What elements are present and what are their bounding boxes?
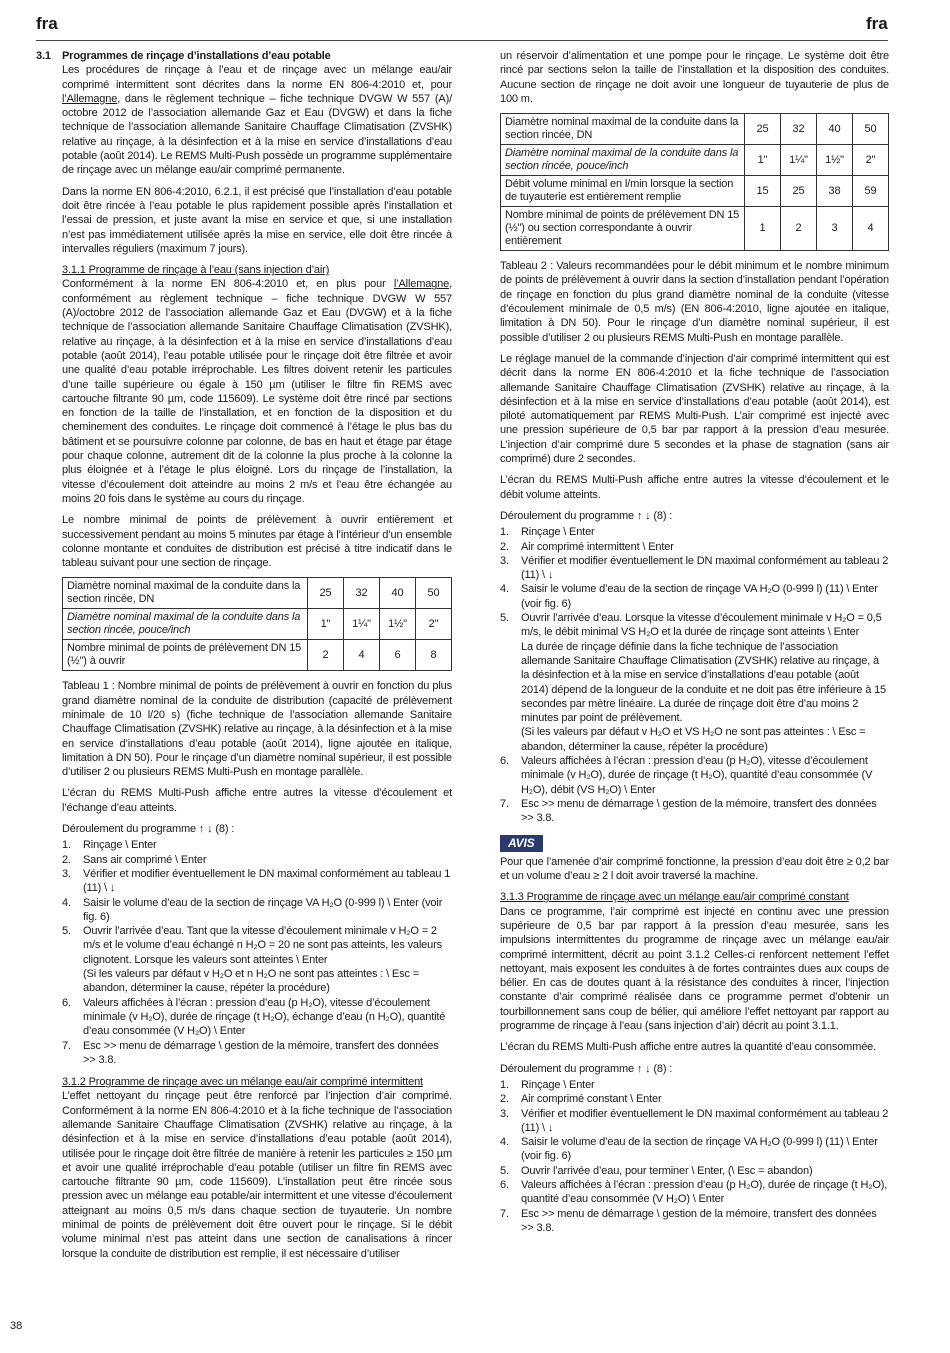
table-row xyxy=(501,114,889,145)
table-cell: 1½" xyxy=(380,609,416,640)
left-column xyxy=(36,49,452,1268)
table-cell: 40 xyxy=(380,578,416,609)
table-cell: 59 xyxy=(853,176,889,207)
table-cell: 40 xyxy=(817,114,853,145)
list-item xyxy=(62,1039,452,1068)
list-item-number: 7. xyxy=(62,1039,71,1052)
list-item-number: 5. xyxy=(500,612,509,625)
list-item xyxy=(62,996,452,1039)
s311-text-underlined: l’Allemagne xyxy=(393,278,450,291)
display-note-1: L’écran du REMS Multi-Push affiche entre autres la vitesse d’écoulement et l’échange d’eau atteints. xyxy=(62,787,452,814)
header-rule xyxy=(36,40,888,41)
s311-text-a: Conformément à la norme EN 806-4:2010 et, en plus pour xyxy=(62,278,394,291)
list-item-text: Esc >> menu de démarrage \ gestion de la mémoire, transfert des données >> 3.8. xyxy=(521,797,877,825)
list-item-number: 7. xyxy=(500,797,509,810)
subsection-311-paragraph-2: Le nombre minimal de points de prélèvement à ouvrir entièrement et successivement pendant au moins 5 minutes par étage à l’intérieur d’un ensemble colonne montante et conduites de distribution est précisé à titre indicatif dans le tableau suivant pour une section de rinçage. xyxy=(62,514,452,570)
table-cell: 1¼" xyxy=(781,145,817,176)
table-cell: 3 xyxy=(817,207,853,251)
list-item-number: 6. xyxy=(500,754,509,767)
table-cell: 1¼" xyxy=(344,609,380,640)
table-cell: 25 xyxy=(781,176,817,207)
table-2 xyxy=(500,113,889,251)
list-item xyxy=(500,582,889,611)
table-cell: 50 xyxy=(416,578,452,609)
intro-text-a: Les procédures de rinçage à l’eau et de rinçage avec un mélange eau/air comprimé intermittent sont décrites dans la norme EN 806-4:2010 et, pour xyxy=(62,64,452,91)
intro-text-underlined: l’Allemagne xyxy=(62,92,118,105)
list-item-text: Vérifier et modifier éventuellement le DN maximal conformément au tableau 2 (11) \ ↓ xyxy=(521,554,889,582)
list-item-text: Rinçage \ Enter xyxy=(521,526,595,539)
list-item-text: Vérifier et modifier éventuellement le DN maximal conformément au tableau 1 (11) \ ↓ xyxy=(83,867,451,895)
table-row-label: Débit volume minimal en l/min lorsque la section de tuyauterie est entièrement remplie xyxy=(501,176,745,207)
list-item-number: 3. xyxy=(500,554,509,567)
list-item-number: 1. xyxy=(62,839,71,852)
list-item-number: 1. xyxy=(500,526,509,539)
table-cell: 4 xyxy=(344,640,380,671)
table-row xyxy=(63,609,452,640)
list-item-number: 5. xyxy=(500,1164,509,1177)
table-row xyxy=(63,578,452,609)
table-1-caption: Tableau 1 : Nombre minimal de points de prélèvement à ouvrir en fonction du plus grand diamètre nominal de la conduite de distribution (capacité de prélèvement minimale de 10 l/20 s) (fiche technique de l’association allemande Sanitaire Chauffage Climatisation (ZVSHK) relative au rinçage, à la désinfection et à la mise en service d’installations d’eau potable (août 2014), ligne ajoutée en italique, limitation à DN 50). Pour le rinçage d’un diamètre nominal supérieur, il est possible d’utiliser 2 ou plusieurs REMS Multi-Push en montage parallèle. xyxy=(62,680,452,779)
subsection-312-paragraph: L’effet nettoyant du rinçage peut être renforcé par l’injection d’air comprimé. Conformément à la norme EN 806-4:2010 et à la fiche technique de l’association allemande Sanitaire Chauffage Climatisation (ZVSHK) relative au rinçage, à la désinfection et à la mise en service d’installations d’eau potable (août 2014), utilisée pour le rinçage doit être filtrée de manière à retenir les particules ≥ 150 µm et avoir une qualité irréprochable d’eau potable (utiliser un filtre fin REMS avec cartouche filtrante 90 µm, code 115609). L’installation peut être rincée sous pression avec un mélange eau potable/air intermittent et une vitesse d’écoulement atteignant au moins 0,5 m/s dans chaque section de tuyauterie. Un nombre minimal de points de prélèvement doit être ouvert pour le rinçage. Si le débit volume minimal n’est pas atteint dans une section de canalisations à rincer lorsque la conduite de distribution est remplie, il est nécessaire d’utiliser xyxy=(62,1090,452,1260)
list-item xyxy=(500,611,889,754)
list-item-text: Valeurs affichées à l’écran : pression d’eau (p H₂O), vitesse d’écoulement minimale (v H₂O), durée de rinçage (t H₂O), quantité d’eau consommée (V H₂O), débit (VS H₂O) \ Enter xyxy=(521,754,873,796)
list-item-number: 2. xyxy=(500,540,509,553)
table-cell: 2 xyxy=(781,207,817,251)
table-row xyxy=(501,176,889,207)
right-column xyxy=(500,49,889,1243)
program-steps-1 xyxy=(62,838,452,1067)
list-item xyxy=(500,1178,889,1207)
list-item xyxy=(500,554,889,583)
list-item-number: 6. xyxy=(500,1179,509,1191)
list-item-text: Esc >> menu de démarrage \ gestion de la mémoire, transfert des données >> 3.8. xyxy=(521,1207,877,1234)
list-item-text: Air comprimé constant \ Enter xyxy=(521,1093,662,1106)
display-note-3: L’écran du REMS Multi-Push affiche entre autres la quantité d’eau consommée. xyxy=(500,1041,877,1054)
table-cell: 2 xyxy=(308,640,344,671)
table-cell: 15 xyxy=(745,176,781,207)
list-item-text: Ouvrir l’arrivée d’eau. Tant que la vitesse d’écoulement minimale v H₂O = 2 m/s et le volume d’eau échangé n H₂O = 20 ne sont pas atteints, les valeurs clignotent. Lorsque les valeurs sont atteintes \ Enter (Si les valeurs par défaut v H₂O et n H₂O ne sont pas atteintes : \ Esc = abandon, déterminer la cause, répéter la procédure) xyxy=(83,925,442,995)
table-cell: 1½" xyxy=(817,145,853,176)
table-cell: 1 xyxy=(745,207,781,251)
list-item-text: Ouvrir l’arrivée d’eau, pour terminer \ Enter, (\ Esc = abandon) xyxy=(521,1164,813,1177)
subsection-312-title: 3.1.2 Programme de rinçage avec un mélange eau/air comprimé intermittent xyxy=(62,1076,423,1089)
list-item-text: Saisir le volume d’eau de la section de rinçage VA H₂O (0-999 l) (11) \ Enter (voir fig. 6) xyxy=(521,1136,878,1163)
list-item-text: Rinçage \ Enter xyxy=(83,839,157,852)
norm-paragraph: Dans la norme EN 806-4:2010, 6.2.1, il est précisé que l’installation d’eau potable doit être rincée à l’eau potable le plus rapidement possible après l’installation et l’essai de pression, et juste avant la mise en service et que, si une installation n’est pas immédiatement utilisée après la mise en service, elle doit être rincée à intervalles réguliers (maximum 7 jours). xyxy=(62,185,452,255)
list-item-number: 5. xyxy=(62,925,71,938)
table-cell: 6 xyxy=(380,640,416,671)
list-item-text: Rinçage \ Enter xyxy=(521,1078,595,1091)
list-item-text: Valeurs affichées à l’écran : pression d’eau (p H₂O), durée de rinçage (t H₂O), quantité d’eau consommée (V H₂O) \ Enter xyxy=(521,1179,888,1206)
avis-badge: AVIS xyxy=(500,835,543,851)
list-item-text: Saisir le volume d’eau de la section de rinçage VA H₂O (0-999 l) \ Enter (voir fig. 6) xyxy=(83,896,443,923)
table-cell: 25 xyxy=(308,578,344,609)
language-tag-left: fra xyxy=(36,14,58,33)
table-1 xyxy=(62,577,452,671)
subsection-311-title: 3.1.1 Programme de rinçage à l’eau (sans injection d’air) xyxy=(62,264,330,277)
list-item xyxy=(500,1135,889,1164)
list-item xyxy=(500,754,889,797)
program-steps-2 xyxy=(500,525,889,825)
list-item-text: Air comprimé intermittent \ Enter xyxy=(521,540,674,553)
table-cell: 2" xyxy=(416,609,452,640)
list-item-number: 4. xyxy=(500,1136,509,1149)
list-item xyxy=(500,1164,889,1178)
table-cell: 1" xyxy=(745,145,781,176)
list-item xyxy=(500,797,889,826)
intro-text-b: , dans le règlement technique – fiche technique DVGW W 557 (A)/ octobre 2012 de l’association allemande Gaz et Eau (DVGW) et dans la fiche technique de l’association allemande Sanitaire Chauffage Climatisation (ZVSHK) relative au rinçage, à la désinfection et à la mise en service d’installations d’eau potable (août 2014). Le REMS Multi-Push possède un programme supplémentaire de rinçage avec un mélange eau/air comprimé permanente. xyxy=(62,92,452,177)
list-item-text: Saisir le volume d’eau de la section de rinçage VA H₂O (0-999 l) (11) \ Enter (voir fig. 6) xyxy=(521,583,878,610)
s311-text-b: , conformément au règlement technique – fiche technique DVGW W 557 (A)/octobre 2012 de l’association allemande Gaz et Eau (DVGW) et à la fiche technique de l’association allemande Sanitaire Chauffage Climatisation (ZVSHK), relative au rinçage, à la désinfection et à la mise en service d’installations d’eau potable (août 2014), l’eau potable utilisée pour le rinçage doit être filtrée et avoir une qualité d’eau potable irréprochable. Les filtres doivent retenir les particules d’une taille supérieure ou égale à 150 µm (utiliser le filtre fin REMS avec cartouche filtrante 90 µm, code 115609). Le système doit être rincé par sections en fonction de la taille de l’installation, et en fonction de la disposition et du cheminement des conduites. Le rinçage doit commencé à l’étage le plus bas du bâtiment et se poursuivre colonne par colonne, de bas en haut et étage par étage pour chaque colonne, autrement dit de la colonne la plus proche à la colonne la plus éloignée et à l’étage le plus éloigné. Lors du rinçage de l’installation, la vitesse d’écoulement doit atteindre au moins 2 m/s et l’eau être échangée au moins 20 fois dans le système au cours du rinçage. xyxy=(62,278,452,505)
list-item-text: Sans air comprimé \ Enter xyxy=(83,853,207,866)
continued-paragraph: un réservoir d’alimentation et une pompe pour le rinçage. Le système doit être rincé par sections selon la taille de l’installation et la disposition des conduites. Aucune section de rinçage ne doit avoir une longueur de tuyauterie de plus de 100 m. xyxy=(500,50,889,105)
subsection-311-paragraph xyxy=(62,277,452,506)
display-note-2: L’écran du REMS Multi-Push affiche entre autres la vitesse d’écoulement et le débit volume atteints. xyxy=(500,474,889,501)
table-cell: 50 xyxy=(853,114,889,145)
list-item xyxy=(500,540,889,554)
list-item-number: 7. xyxy=(500,1207,509,1220)
section-heading xyxy=(36,49,452,63)
air-injection-paragraph: Le réglage manuel de la commande d’injection d’air comprimé intermittent qui est décrit dans la norme EN 806-4:2010 et la fiche technique de l’association allemande Sanitaire Chauffage Climatisation (ZVSHK) relative au rinçage, à la désinfection et à la mise en service d’installations d’eau potable (août 2014), est piloté automatiquement par REMS Multi-Push. L’air comprimé est injecté avec une pression supérieure de 0,5 bar par rapport à la pression d’eau mesurée. L’injection d’air comprimé dure 5 secondes et la phase de stagnation (sans air comprimé) dure 2 secondes. xyxy=(500,352,889,466)
table-cell: 25 xyxy=(745,114,781,145)
section-title: Programmes de rinçage d’installations d’eau potable xyxy=(62,50,331,62)
table-cell: 32 xyxy=(781,114,817,145)
list-item-text: Esc >> menu de démarrage \ gestion de la mémoire, transfert des données >> 3.8. xyxy=(83,1039,439,1066)
table-cell: 32 xyxy=(344,578,380,609)
table-row xyxy=(63,640,452,671)
list-item-text: Vérifier et modifier éventuellement le DN maximal conformément au tableau 2 (11) \ ↓ xyxy=(521,1107,889,1134)
avis-text: Pour que l’amenée d’air comprimé fonctionne, la pression d’eau doit être ≥ 0,2 bar et un volume d’eau ≥ 2 l doit avoir traversé la machine. xyxy=(500,855,889,883)
program-steps-intro-1: Déroulement du programme ↑ ↓ (8) : xyxy=(62,823,235,836)
intro-paragraph xyxy=(62,63,452,177)
subsection-313-paragraph: Dans ce programme, l’air comprimé est injecté en continu avec une pression supérieure de 0,5 bar par rapport à la pression d’eau mesurée, sans les impulsions intermittentes du programme de rinçage avec un mélange eau/air comprimé intermittent, décrit au point 3.1.2 Celles-ci renforcent nettement l’effet nettoyant, mais exposent les conduites à de fortes contraintes dues aux coups de bélier. En cas de doutes quant à la résistance des conduites à rincer, l’injection constante d’air comprimé réalisée dans ce programme permet d’obtenir un tourbillonnement sans coup de bélier, qui améliore l’effet nettoyant par rapport au programme de rinçage à l’eau (sans injection d’air) décrit au point 3.1.1. xyxy=(500,905,889,1033)
list-item-number: 4. xyxy=(500,583,509,596)
list-item-text: Ouvrir l’arrivée d’eau. Lorsque la vitesse d’écoulement minimale v H₂O = 0,5 m/s, le débit minimal VS H₂O et la durée de rinçage sont atteints \ Enter La durée de rinçage définie dans la fiche technique de l’association allemande Sanitaire Chauffage Climatisation (ZVSHK) relative au rinçage, à la désinfection et à la mise en service d’installations d’eau potable (août 2014) dépend de la longueur de la conduite et ne doit pas être inférieure à 15 secondes par mètre linéaire. La durée de rinçage doit être d’au moins 2 minutes par point de prélèvement. (Si les valeurs par défaut v H₂O et VS H₂O ne sont pas atteintes : \ Esc = abandon, déterminer la cause, répéter la procédure) xyxy=(521,612,887,753)
table-row-label: Diamètre nominal maximal de la conduite dans la section rincée, pouce/inch xyxy=(63,609,308,640)
list-item-number: 2. xyxy=(500,1093,509,1106)
language-tag-right: fra xyxy=(866,14,888,33)
program-steps-intro-2: Déroulement du programme ↑ ↓ (8) : xyxy=(500,509,673,522)
page-number: 38 xyxy=(10,1320,23,1332)
table-cell: 1" xyxy=(308,609,344,640)
table-row-label: Nombre minimal de points de prélèvement DN 15 (½") à ouvrir xyxy=(63,640,308,671)
list-item-number: 3. xyxy=(62,867,71,880)
list-item xyxy=(62,867,452,896)
list-item xyxy=(62,896,452,925)
table-row xyxy=(501,207,889,251)
table-row xyxy=(501,145,889,176)
list-item xyxy=(500,1078,889,1092)
list-item-number: 1. xyxy=(500,1078,509,1091)
table-row-label: Diamètre nominal maximal de la conduite dans la section rincée, pouce/inch xyxy=(501,145,745,176)
list-item-number: 6. xyxy=(62,996,71,1009)
table-row-label: Diamètre nominal maximal de la conduite dans la section rincée, DN xyxy=(501,114,745,145)
list-item xyxy=(62,924,452,995)
table-2-caption: Tableau 2 : Valeurs recommandées pour le débit minimum et le nombre minimum de points de prélèvement à ouvrir dans la section d’installation pendant l’opération de rinçage en fonction du plus grand diamètre nominal de la conduite (vitesse d’écoulement minimale de 0,5 m/s) (EN 806-4:2010, ligne ajoutée en italique, limitation à DN 50). Pour le rinçage d’un diamètre nominal supérieur, il est possible d’utiliser 2 ou plusieurs REMS Multi-Push en montage parallèle. xyxy=(500,260,889,344)
list-item-text: Valeurs affichées à l’écran : pression d’eau (p H₂O), vitesse d’écoulement minimale (v H₂O), durée de rinçage (t H₂O), échange d’eau (n H₂O), quantité d’eau consommée (V H₂O) \ Enter xyxy=(83,996,446,1038)
list-item-number: 4. xyxy=(62,896,71,909)
list-item xyxy=(500,525,889,539)
program-steps-3 xyxy=(500,1078,889,1235)
list-item xyxy=(62,838,452,852)
table-cell: 4 xyxy=(853,207,889,251)
table-row-label: Nombre minimal de points de prélèvement DN 15 (½") ou section correspondante à ouvrir entièrement xyxy=(501,207,745,251)
list-item-number: 3. xyxy=(500,1107,509,1120)
list-item xyxy=(62,853,452,867)
list-item xyxy=(500,1107,889,1136)
table-cell: 8 xyxy=(416,640,452,671)
table-cell: 2" xyxy=(853,145,889,176)
table-row-label: Diamètre nominal maximal de la conduite dans la section rincée, DN xyxy=(63,578,308,609)
table-cell: 38 xyxy=(817,176,853,207)
section-number: 3.1 xyxy=(36,50,51,62)
list-item xyxy=(500,1092,889,1106)
subsection-313-title: 3.1.3 Programme de rinçage avec un mélange eau/air comprimé constant xyxy=(500,891,849,904)
list-item-number: 2. xyxy=(62,853,71,866)
list-item xyxy=(500,1207,889,1236)
program-steps-intro-3: Déroulement du programme ↑ ↓ (8) : xyxy=(500,1062,673,1075)
